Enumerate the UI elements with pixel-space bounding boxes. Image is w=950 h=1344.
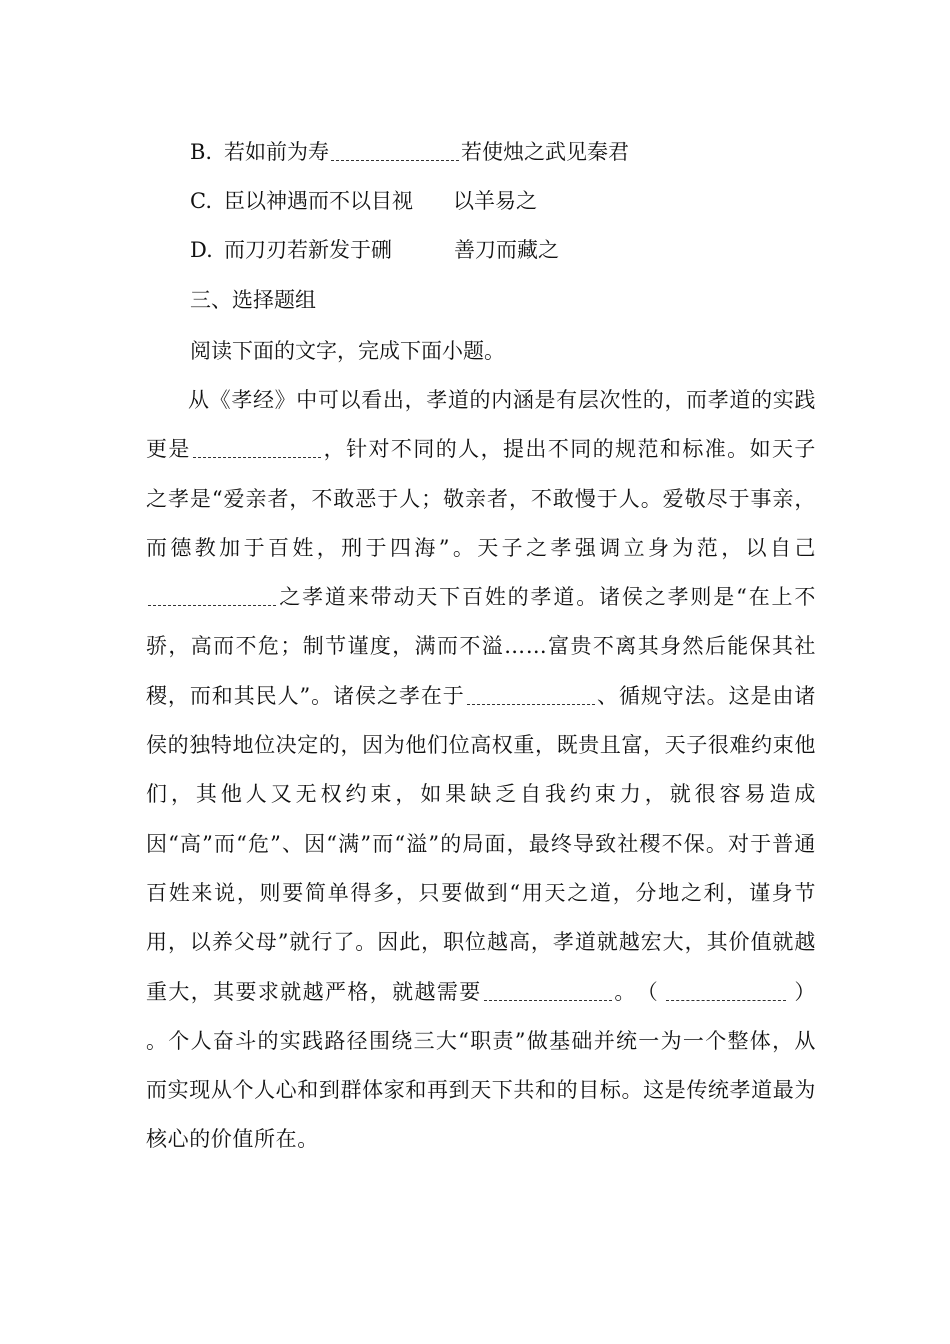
paren-open: （	[636, 979, 659, 1004]
fill-blank	[148, 591, 276, 606]
instruction-text: 阅读下面的文字，完成下面小题。	[190, 339, 505, 363]
passage-text: 。个人奋斗的实践路径围绕三大“职责”做基础并统一为一个整体，从而实现从个人心和到群体家和再到天下共和的目标。这是传统孝道最为核心的价值所在。	[146, 1028, 816, 1152]
section-title: 三、选择题组	[190, 288, 316, 312]
option-letter: D.	[190, 238, 213, 262]
option-text-2: 若使烛之武见秦君	[461, 140, 629, 164]
fill-blank	[467, 690, 595, 705]
option-text-1: 而刀刃若新发于硎	[224, 238, 392, 262]
option-d	[190, 226, 830, 275]
fill-blank	[193, 443, 321, 458]
option-b	[190, 128, 830, 177]
option-text-1: 臣以神遇而不以目视	[224, 189, 413, 213]
option-letter: C.	[190, 189, 212, 213]
option-text-2: 以羊易之	[453, 189, 537, 213]
passage-text: 之孝道来带动天下百姓的孝道。诸侯之孝则是“在上不骄，高而不危；制节谨度，满而不溢……富贵不离其身然后能保其社稷，而和其民人”。诸侯之孝在于	[146, 585, 816, 708]
passage-text: 从《孝经》中可以看出，孝道的内涵是有层次性的，而孝道的实践更是	[146, 388, 816, 462]
fill-blank	[666, 986, 786, 1001]
answer-options	[190, 128, 830, 275]
fill-blank	[484, 986, 612, 1001]
option-letter: B.	[190, 140, 213, 164]
passage-text: 、循规守法。这是由诸侯的独特地位决定的，因为他们位高权重，既贵且富，天子很难约束他们，其他人又无权约束，如果缺乏自我约束力，就很容易造成因“高”而“危”、因“满”而“溢”的局面，最终导致社稷不保。对于普通百姓来说，则要简单得多，只要做到“用天之道，分地之利，谨身节用，以养父母”就行了。因此，职位越高，孝道就越宏大，其价值就越重大，其要求就越严格，就越需要	[146, 683, 816, 1004]
option-text-2: 善刀而藏之	[454, 238, 559, 262]
sentence-blank	[637, 968, 816, 1017]
passage-text: ，针对不同的人，提出不同的规范和标准。如天子之孝是“爱亲者，不敢恶于人；敬亲者，不敢慢于人。爱敬尽于事亲，而德教加于百姓，刑于四海”。天子之孝强调立身为范，以自己	[146, 437, 817, 560]
passage-text: 。	[613, 979, 637, 1004]
paren-close: ）	[794, 979, 816, 1004]
option-c	[190, 177, 830, 226]
option-text-1: 若如前为寿	[224, 140, 329, 164]
fill-blank	[331, 146, 459, 161]
reading-passage	[146, 376, 816, 1165]
